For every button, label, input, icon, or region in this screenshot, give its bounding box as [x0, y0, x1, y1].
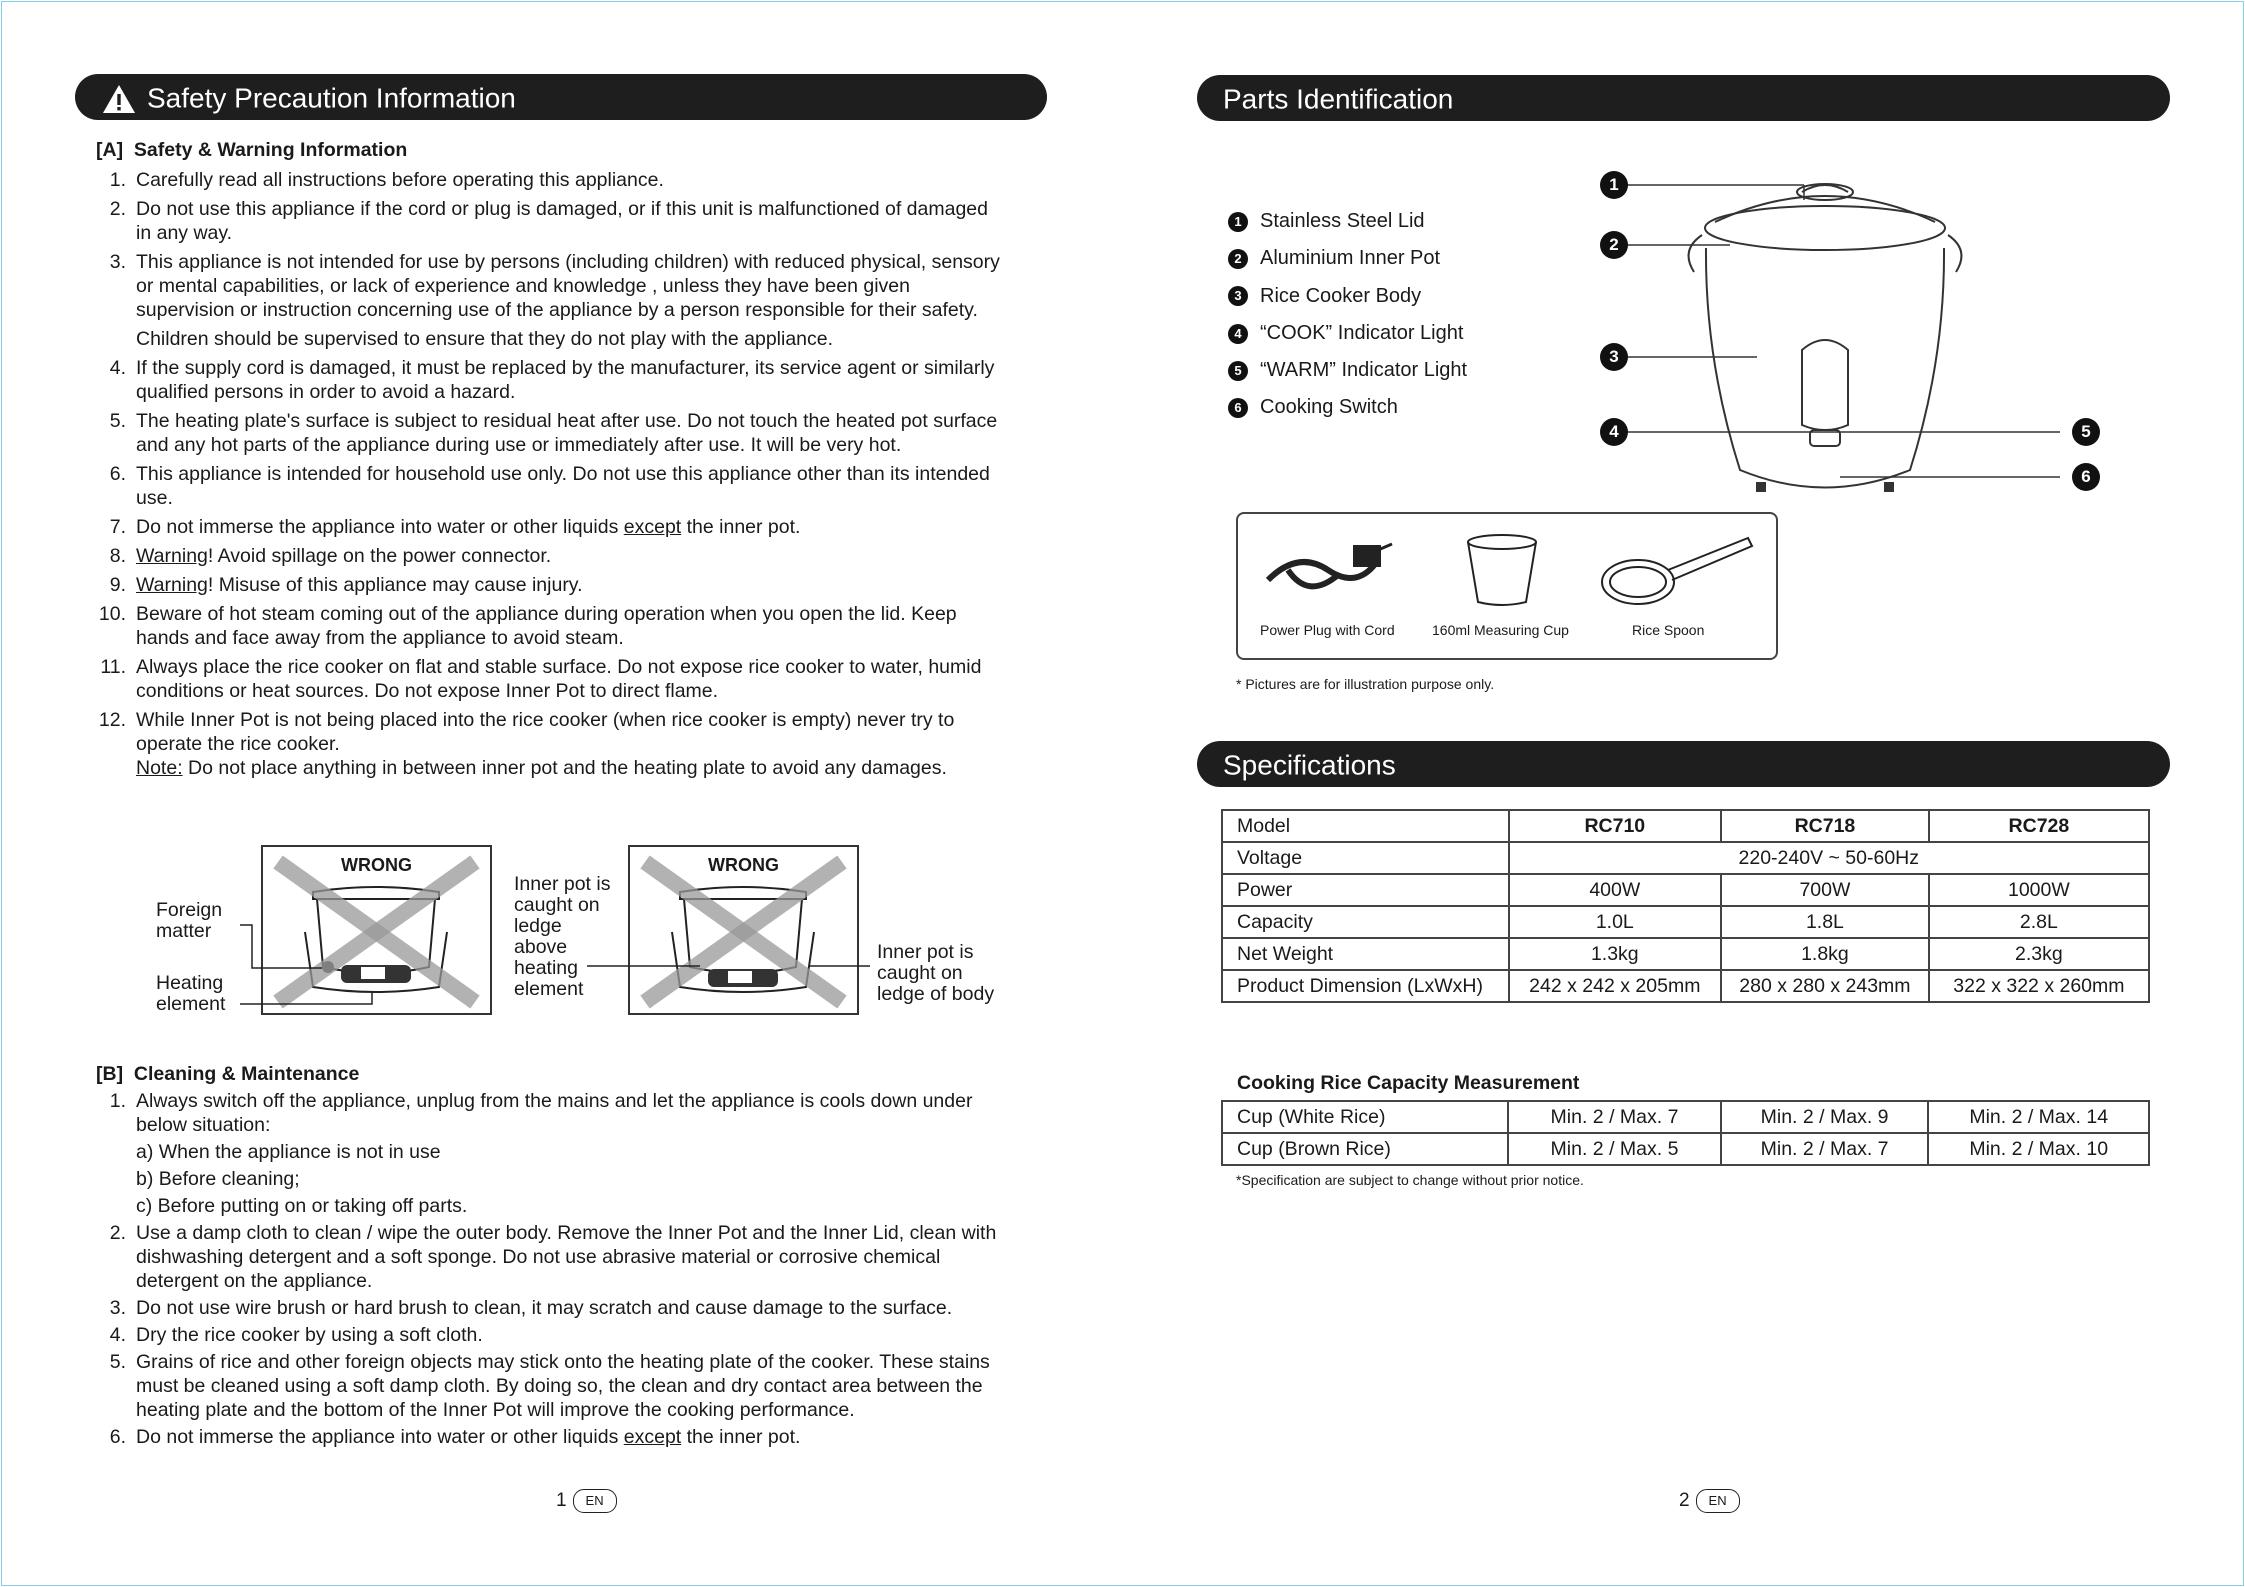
table-cell: Min. 2 / Max. 7: [1721, 1133, 1929, 1165]
list-item: [96, 356, 1036, 404]
list-item: [96, 544, 1036, 568]
item-text-line: Carefully read all instructions before operating this appliance.: [136, 169, 664, 191]
item-text-line: This appliance is intended for household use only. Do not use this appliance other than its intended: [136, 463, 990, 485]
table-cell: Min. 2 / Max. 9: [1721, 1101, 1929, 1133]
item-number: 3.: [109, 1297, 126, 1319]
safety-header: [75, 74, 1047, 120]
table-cell: Min. 2 / Max. 14: [1928, 1101, 2149, 1133]
item-text: Do not immerse the appliance into water or other liquids: [136, 1426, 624, 1448]
item-text-line: Use a damp cloth to clean / wipe the outer body. Remove the Inner Pot and the Inner Lid, clean with: [136, 1222, 997, 1244]
safety-header-title: Safety Precaution Information: [147, 82, 516, 114]
section-b-heading: [B] Cleaning & Maintenance: [96, 1063, 360, 1085]
part-label: Aluminium Inner Pot: [1260, 247, 1441, 270]
accessories-box: [1236, 512, 1778, 660]
table-cell: 2.8L: [1929, 906, 2149, 938]
part-number-badge: 4: [1228, 324, 1248, 344]
capacity-heading: Cooking Rice Capacity Measurement: [1237, 1072, 1580, 1094]
table-row: [1222, 906, 2149, 938]
item-text-line: This appliance is not intended for use by persons (including children) with reduced physical, sensory: [136, 251, 1000, 273]
table-cell: 1.3kg: [1509, 938, 1722, 970]
table-row: [1222, 970, 2149, 1002]
wrong-diagram-2: [628, 845, 859, 1015]
table-cell: Min. 2 / Max. 7: [1508, 1101, 1721, 1133]
measuring-cup-icon: [1462, 532, 1542, 612]
part-item: [1228, 315, 1467, 352]
note-item: [96, 756, 1036, 780]
item-text-line: Do not use wire brush or hard brush to clean, it may scratch and cause damage to the surface.: [136, 1297, 953, 1319]
list-item: [96, 602, 1036, 650]
list-item: [96, 1296, 1036, 1320]
item-number: 4.: [109, 1324, 126, 1346]
table-cell: 280 x 280 x 243mm: [1721, 970, 1929, 1002]
list-item: [96, 1194, 1036, 1218]
spec-table: [1221, 809, 2150, 1003]
wrong-label: WRONG: [708, 855, 779, 875]
pot-diagram-icon: [263, 847, 490, 1013]
item-text-line: use.: [136, 487, 173, 509]
list-item: [96, 462, 1036, 510]
spec-cell: Model: [1222, 810, 1509, 842]
item-number: 9.: [109, 574, 126, 596]
callout-2: 2: [1600, 231, 1628, 259]
part-item: [1228, 389, 1467, 426]
item-number: 12.: [98, 709, 126, 731]
part-number-badge: 1: [1228, 212, 1248, 232]
callout-6: 6: [2072, 463, 2100, 491]
spec-cell: Voltage: [1222, 842, 1509, 874]
item-underlined-text: Warning: [136, 574, 208, 596]
table-cell: Power: [1222, 874, 1509, 906]
callout-4: 4: [1600, 418, 1628, 446]
spec-note: *Specification are subject to change without prior notice.: [1236, 1172, 1584, 1188]
item-number: 1.: [109, 169, 126, 191]
item-text: ! Misuse of this appliance may cause injury.: [207, 574, 583, 596]
spec-cell: 220-240V ~ 50-60Hz: [1509, 842, 2149, 874]
item-text: Do not immerse the appliance into water or other liquids: [136, 516, 624, 538]
list-item: [96, 250, 1036, 322]
item-text-line: must be cleaned using a soft damp cloth. By doing so, the clean and dry contact area between the: [136, 1375, 983, 1397]
warning-icon: [101, 83, 137, 115]
item-text-line: supervision or instruction concerning use of the appliance by a person responsible for their safety.: [136, 299, 978, 321]
list-item: [96, 1323, 1036, 1347]
item-text-line: operate the rice cooker.: [136, 733, 340, 755]
item-text-line: in any way.: [136, 222, 233, 244]
table-cell: 1000W: [1929, 874, 2149, 906]
item-text-line: While Inner Pot is not being placed into the rice cooker (when rice cooker is empty) never try to: [136, 709, 955, 731]
list-item: [96, 573, 1036, 597]
list-item: [96, 1140, 1036, 1164]
ledge-body-label: Inner pot is caught on ledge of body: [877, 941, 995, 1005]
item-number: 3.: [109, 251, 126, 273]
spec-cell: RC718: [1721, 810, 1929, 842]
foreign-matter-label: Foreign matter: [156, 899, 223, 942]
part-label: Cooking Switch: [1260, 396, 1398, 419]
item-text-line: qualified persons in order to avoid a hazard.: [136, 381, 516, 403]
table-cell: Min. 2 / Max. 10: [1928, 1133, 2149, 1165]
part-item: [1228, 352, 1467, 389]
item-text: ! Avoid spillage on the power connector.: [207, 545, 552, 567]
item-text-line: c) Before putting on or taking off parts.: [136, 1195, 468, 1217]
table-cell: 1.0L: [1509, 906, 1722, 938]
table-row: [1222, 938, 2149, 970]
item-number: 4.: [109, 357, 126, 379]
item-underlined-text: Warning: [136, 545, 208, 567]
callout-1: 1: [1600, 171, 1628, 199]
item-text-line: Beware of hot steam coming out of the appliance during operation when you open the lid. Keep: [136, 603, 957, 625]
table-cell: 322 x 322 x 260mm: [1929, 970, 2149, 1002]
list-item: [96, 327, 1036, 351]
item-number: 11.: [100, 656, 126, 678]
table-cell: Net Weight: [1222, 938, 1509, 970]
item-text-line: dishwashing detergent and a soft sponge. Do not use abrasive material or corrosive chemical: [136, 1246, 941, 1268]
item-text: the inner pot.: [681, 516, 801, 538]
item-text-line: Grains of rice and other foreign objects may stick onto the heating plate of the cooker. These stains: [136, 1351, 990, 1373]
item-underlined-text: except: [623, 516, 682, 538]
table-row: [1222, 1133, 2149, 1165]
list-item: [96, 1089, 1036, 1137]
part-label: “WARM” Indicator Light: [1260, 359, 1468, 382]
item-text-line: conditions or heat sources. Do not expose Inner Pot to direct flame.: [136, 680, 719, 702]
cleaning-list: [96, 1089, 1036, 1449]
item-number: 1.: [109, 1090, 126, 1112]
accessory-rice-spoon: Rice Spoon: [1632, 622, 1705, 638]
wrong-label: WRONG: [341, 855, 412, 875]
list-item: [96, 515, 1036, 539]
table-row: [1222, 874, 2149, 906]
item-text-line: Children should be supervised to ensure that they do not play with the appliance.: [136, 328, 834, 350]
item-text-line: hands and face away from the appliance to avoid steam.: [136, 627, 624, 649]
list-item: [96, 655, 1036, 703]
spec-voltage-row: [1222, 842, 2149, 874]
item-number: 6.: [109, 463, 126, 485]
part-item: [1228, 240, 1467, 277]
item-text-line: or mental capabilities, or lack of experience and knowledge , unless they have been given: [136, 275, 910, 297]
list-item: [96, 197, 1036, 245]
capacity-table: [1221, 1100, 2150, 1166]
accessory-measuring-cup: 160ml Measuring Cup: [1432, 622, 1569, 638]
part-label: “COOK” Indicator Light: [1260, 321, 1464, 344]
item-number: 8.: [109, 545, 126, 567]
item-text-line: b) Before cleaning;: [136, 1168, 300, 1190]
item-text-line: heating plate and the bottom of the Inner Pot will improve the cooking performance.: [136, 1399, 855, 1421]
part-number-badge: 2: [1228, 249, 1248, 269]
parts-header: Parts Identification: [1197, 75, 2170, 121]
callout-3: 3: [1600, 343, 1628, 371]
rice-spoon-icon: [1598, 530, 1758, 610]
item-text-line: a) When the appliance is not in use: [136, 1141, 441, 1163]
item-number: 10.: [98, 603, 126, 625]
item-number: 2.: [109, 1222, 126, 1244]
spec-cell: RC710: [1509, 810, 1722, 842]
item-text-line: Do not use this appliance if the cord or plug is damaged, or if this unit is malfunctioned of damaged: [136, 198, 988, 220]
heating-element-label: Heating element: [156, 972, 226, 1015]
list-item: [96, 1425, 1036, 1449]
power-plug-icon: [1258, 530, 1398, 610]
item-text-line: If the supply cord is damaged, it must be replaced by the manufacturer, its service agent or similarly: [136, 357, 995, 379]
spec-cell: RC728: [1929, 810, 2149, 842]
item-underlined-text: except: [623, 1426, 682, 1448]
part-number-badge: 3: [1228, 286, 1248, 306]
note-text: Do not place anything in between inner pot and the heating plate to avoid any damages.: [182, 757, 947, 779]
table-cell: Cup (White Rice): [1222, 1101, 1508, 1133]
part-number-badge: 5: [1228, 361, 1248, 381]
part-item: [1228, 278, 1467, 315]
table-cell: Cup (Brown Rice): [1222, 1133, 1508, 1165]
item-text-line: Dry the rice cooker by using a soft cloth.: [136, 1324, 483, 1346]
parts-list: [1228, 203, 1467, 427]
item-number: 7.: [109, 516, 126, 538]
item-text-line: The heating plate's surface is subject to residual heat after use. Do not touch the heated pot surface: [136, 410, 998, 432]
ledge-heating-label: Inner pot is caught on ledge above heating element: [514, 873, 611, 1000]
lang-badge: EN: [573, 1489, 617, 1513]
item-text-line: below situation:: [136, 1114, 271, 1136]
spec-model-row: [1222, 810, 2149, 842]
table-cell: 1.8kg: [1721, 938, 1929, 970]
accessory-power-plug: Power Plug with Cord: [1260, 622, 1395, 638]
part-label: Stainless Steel Lid: [1260, 210, 1425, 232]
note-label: Note:: [136, 757, 183, 779]
list-item: [96, 168, 1036, 192]
table-cell: 242 x 242 x 205mm: [1509, 970, 1722, 1002]
callout-5: 5: [2072, 418, 2100, 446]
table-cell: 2.3kg: [1929, 938, 2149, 970]
pictures-note: * Pictures are for illustration purpose only.: [1236, 676, 1495, 692]
section-a-heading: [A] Safety & Warning Information: [96, 139, 408, 161]
specifications-header: Specifications: [1197, 741, 2170, 787]
list-item: [96, 409, 1036, 457]
part-item: [1228, 203, 1467, 240]
item-text-line: detergent on the appliance.: [136, 1270, 373, 1292]
item-text-line: Always switch off the appliance, unplug from the mains and let the appliance is cools down under: [136, 1090, 973, 1112]
item-number: 2.: [109, 198, 126, 220]
lang-badge: EN: [1696, 1489, 1740, 1513]
item-text: the inner pot.: [681, 1426, 801, 1448]
safety-list: [96, 168, 1036, 780]
rice-cooker-illustration: [1590, 160, 2110, 500]
table-cell: 1.8L: [1721, 906, 1929, 938]
part-number-badge: 6: [1228, 398, 1248, 418]
table-cell: Product Dimension (LxWxH): [1222, 970, 1509, 1002]
list-item: [96, 1221, 1036, 1293]
table-cell: 400W: [1509, 874, 1722, 906]
list-item: [96, 1350, 1036, 1422]
list-item: [96, 708, 1036, 756]
item-text-line: and any hot parts of the appliance during use or immediately after use. It will be very hot.: [136, 434, 902, 456]
pot-diagram-icon: [630, 847, 857, 1013]
item-text-line: Always place the rice cooker on flat and stable surface. Do not expose rice cooker to water, humid: [136, 656, 982, 678]
table-cell: Capacity: [1222, 906, 1509, 938]
page-number-2: 2 EN: [1679, 1489, 1740, 1513]
item-number: 5.: [109, 410, 126, 432]
table-cell: 700W: [1721, 874, 1929, 906]
wrong-diagram-1: [261, 845, 492, 1015]
item-number: 6.: [109, 1426, 126, 1448]
page-number-1: 1 EN: [556, 1489, 617, 1513]
item-number: 5.: [109, 1351, 126, 1373]
table-cell: Min. 2 / Max. 5: [1508, 1133, 1721, 1165]
list-item: [96, 1167, 1036, 1191]
table-row: [1222, 1101, 2149, 1133]
part-label: Rice Cooker Body: [1260, 284, 1422, 307]
